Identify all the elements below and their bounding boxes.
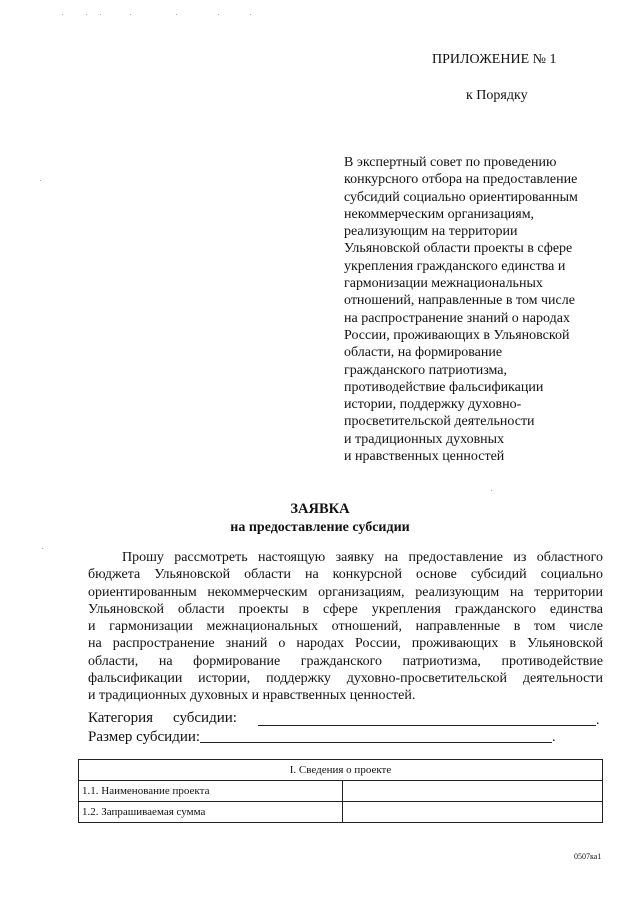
paragraph-line: области, на формирование гражданского патриотизма, противодействие	[88, 653, 603, 669]
paragraph-line: и традиционных духовных и нравственных ценностей.	[88, 688, 416, 704]
addressee-line: укрепления гражданского единства и	[344, 258, 566, 274]
addressee-line: гражданского патриотизма,	[344, 362, 508, 378]
category-label-suffix: субсидии:	[173, 710, 237, 726]
document-subtitle: на предоставление субсидии	[230, 520, 410, 535]
paragraph-line: ориентированным некоммерческим организациям, реализующим на территории	[88, 584, 603, 600]
addressee-line: Ульяновской области проекты в сфере	[344, 241, 573, 257]
addressee-line: некоммерческим организациям,	[344, 206, 535, 222]
addressee-line: и традиционных духовных	[344, 431, 505, 447]
appendix-title: ПРИЛОЖЕНИЕ № 1	[432, 52, 557, 67]
paragraph-line: Ульяновской области проекты в сфере укрепления гражданского единства	[88, 601, 603, 617]
addressee-line: В экспертный совет по проведению	[344, 155, 557, 170]
table-cell-value[interactable]	[343, 781, 603, 802]
paragraph-line: фальсификации истории, поддержку духовно-просветительской деятельности	[88, 671, 603, 687]
scan-speck	[176, 14, 177, 15]
addressee-line: России, проживающих в Ульяновской	[344, 327, 570, 343]
addressee-line: просветительской деятельности	[344, 414, 535, 430]
scan-speck	[40, 180, 41, 181]
table-row	[79, 781, 603, 802]
document-code: 0507ка1	[574, 852, 602, 861]
scan-speck	[491, 490, 492, 491]
table-section-row	[79, 760, 603, 781]
request-paragraph	[88, 549, 603, 705]
addressee-line: субсидий социально ориентированным	[344, 189, 578, 205]
table-cell-value[interactable]	[343, 802, 603, 823]
scan-speck	[130, 14, 131, 15]
table-cell-label: 1.2. Запрашиваемая сумма	[79, 802, 343, 823]
paragraph-line: и гармонизации межнациональных отношений, направленные в том числе	[88, 619, 603, 635]
scan-speck	[218, 14, 219, 15]
appendix-subtitle: к Порядку	[466, 88, 528, 103]
scan-speck	[86, 14, 87, 15]
addressee-line: конкурсного отбора на предоставление	[344, 172, 578, 188]
category-end-dot: .	[596, 713, 600, 728]
paragraph-line: на распространение знаний о народах России, проживающих в Ульяновской	[88, 636, 603, 652]
scan-speck	[62, 14, 63, 15]
subsidy-size-label: Размер субсидии:	[88, 729, 201, 745]
table-section-title: I. Сведения о проекте	[79, 760, 603, 781]
paragraph-line: Прошу рассмотреть настоящую заявку на предоставление из областного	[122, 550, 603, 565]
paragraph-line: бюджета Ульяновской области на конкурсной основе субсидий социально	[88, 567, 603, 583]
addressee-line: отношений, направленные в том числе	[344, 293, 575, 309]
addressee-line: реализующим на территории	[344, 224, 518, 240]
table-row	[79, 802, 603, 823]
subsidy-size-blank-line[interactable]	[200, 742, 552, 743]
category-label: Категория	[88, 710, 153, 726]
category-blank-line[interactable]	[258, 725, 596, 726]
addressee-line: гармонизации межнациональных	[344, 276, 543, 292]
table-cell-label: 1.1. Наименование проекта	[79, 781, 343, 802]
scan-speck	[100, 14, 101, 15]
scan-speck	[250, 14, 251, 15]
addressee-line: противодействие фальсификации	[344, 379, 544, 395]
addressee-line: и нравственных ценностей	[344, 449, 505, 465]
addressee-block	[344, 154, 614, 465]
addressee-line: на распространение знаний о народах	[344, 310, 570, 326]
addressee-line: истории, поддержку духовно-	[344, 397, 522, 413]
project-info-table	[78, 759, 603, 823]
addressee-line: области, на формирование	[344, 345, 503, 361]
subsidy-size-end-dot: .	[552, 730, 556, 745]
scan-speck	[42, 548, 43, 549]
document-title: ЗАЯВКА	[290, 501, 350, 517]
